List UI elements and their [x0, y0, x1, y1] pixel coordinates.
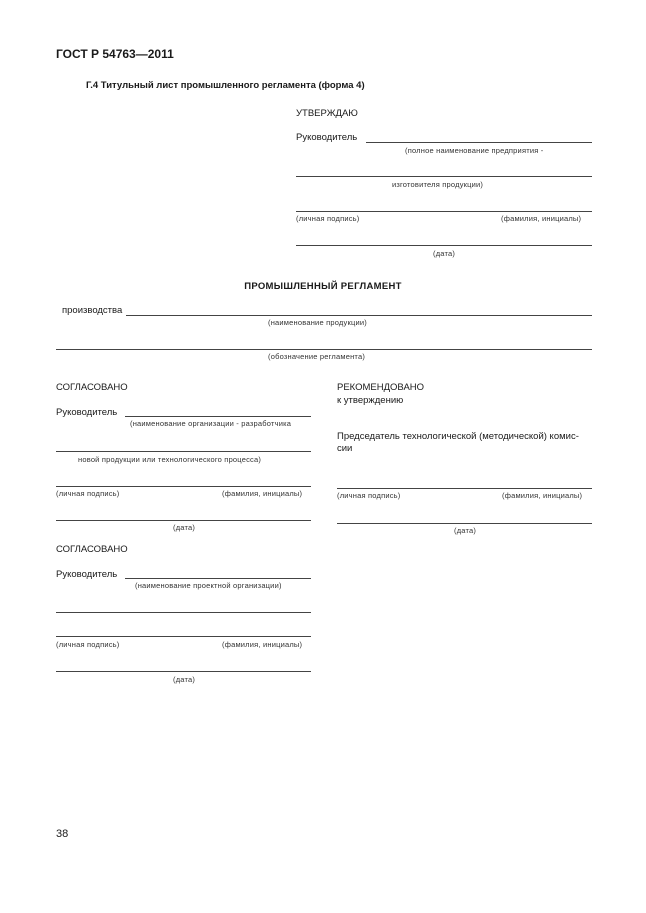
production-label: производства [62, 305, 123, 316]
production-hint-product: (наименование продукции) [268, 318, 367, 327]
agreed-1-org-line [125, 416, 311, 417]
agreed-1-org-line-2 [56, 451, 311, 452]
recommended-chair-2: сии [337, 443, 353, 454]
recommended-hint-date: (дата) [454, 526, 477, 535]
approve-name-line [366, 142, 592, 143]
agreed-1-hint-signature: (личная подпись) [56, 489, 120, 498]
recommended-hint-signature: (личная подпись) [337, 491, 401, 500]
agreed-2-org-line-2 [56, 612, 311, 613]
agreed-2-head-label: Руководитель [56, 569, 118, 580]
production-hint-designation: (обозначение регламента) [268, 352, 366, 361]
page-number: 38 [56, 828, 69, 840]
agreed-2-hint-signature: (личная подпись) [56, 640, 120, 649]
agreed-2-signature-line [56, 636, 311, 637]
approve-name-line-2 [296, 176, 592, 177]
agreed-1-head-label: Руководитель [56, 407, 118, 418]
agreed-1-signature-line [56, 486, 311, 487]
agreed-1-hint-org-1: (наименование организации - разработчика [130, 419, 292, 428]
approve-hint-date: (дата) [433, 249, 456, 258]
section-heading: Г.4 Титульный лист промышленного регламента (форма 4) [86, 80, 365, 91]
approve-hint-fio: (фамилия, инициалы) [501, 214, 582, 223]
recommended-label: РЕКОМЕНДОВАНО [337, 382, 425, 393]
production-product-line [126, 315, 592, 316]
recommended-hint-fio: (фамилия, инициалы) [502, 491, 583, 500]
approve-date-line [296, 245, 592, 246]
document-title: ПРОМЫШЛЕННЫЙ РЕГЛАМЕНТ [244, 281, 402, 292]
approve-hint-name-1: (полное наименование предприятия - [405, 146, 544, 155]
approve-hint-name-2: изготовителя продукции) [392, 180, 484, 189]
production-designation-line [56, 349, 592, 350]
recommended-label-2: к утверждению [337, 395, 404, 406]
agreed-2-label: СОГЛАСОВАНО [56, 544, 128, 555]
approve-label: УТВЕРЖДАЮ [296, 108, 358, 119]
agreed-1-hint-date: (дата) [173, 523, 196, 532]
standard-number: ГОСТ Р 54763—2011 [56, 47, 174, 61]
agreed-2-hint-fio: (фамилия, инициалы) [222, 640, 303, 649]
agreed-1-date-line [56, 520, 311, 521]
recommended-date-line [337, 523, 592, 524]
agreed-1-hint-fio: (фамилия, инициалы) [222, 489, 303, 498]
agreed-2-hint-date: (дата) [173, 675, 196, 684]
recommended-signature-line [337, 488, 592, 489]
agreed-2-hint-org: (наименование проектной организации) [135, 581, 282, 590]
agreed-2-date-line [56, 671, 311, 672]
agreed-1-hint-org-2: новой продукции или технологического процесса) [78, 455, 262, 464]
agreed-2-org-line [125, 578, 311, 579]
approve-hint-signature: (личная подпись) [296, 214, 360, 223]
approve-head-label: Руководитель [296, 132, 358, 143]
agreed-1-label: СОГЛАСОВАНО [56, 382, 128, 393]
approve-signature-line [296, 211, 592, 212]
recommended-chair-1: Председатель технологической (методической) комис- [337, 431, 579, 442]
